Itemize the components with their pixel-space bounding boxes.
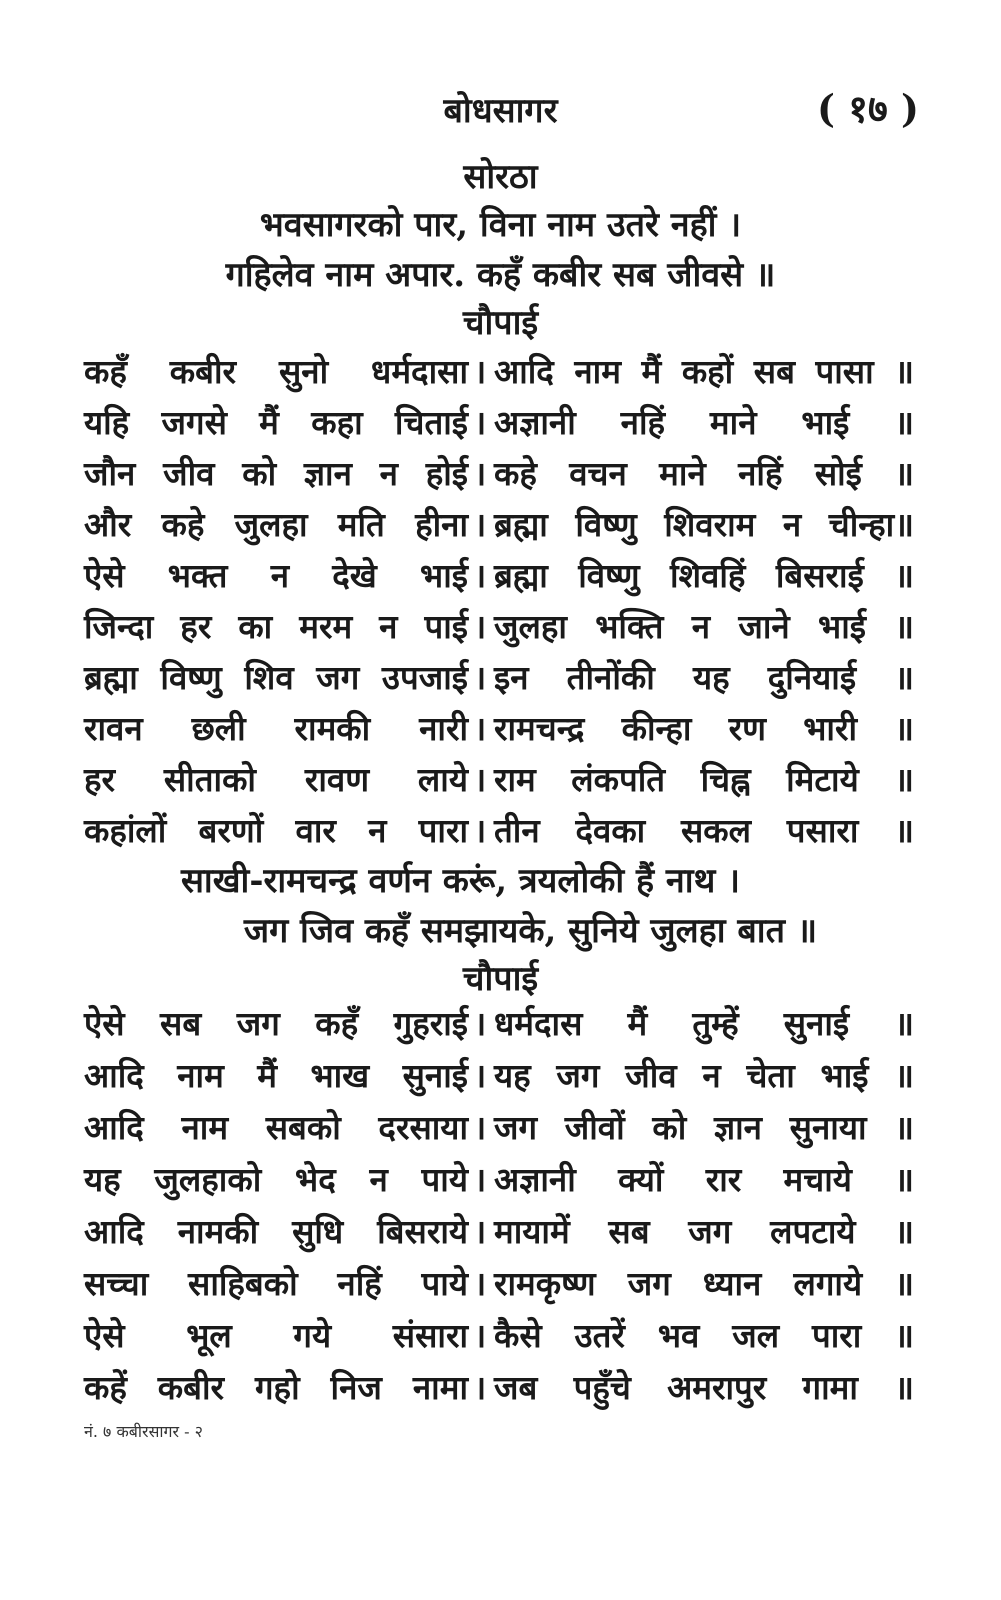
verse-right-half: ब्रह्मा विष्णु शिवहिं बिसराई ॥: [494, 556, 914, 595]
section-heading-chaupai: चौपाई: [462, 959, 539, 999]
section-heading-chaupai: चौपाई: [462, 303, 539, 343]
verse-line: [84, 603, 914, 653]
danda-mark: ।: [473, 658, 487, 697]
danda-mark: ।: [473, 1316, 487, 1355]
verse-line: [84, 807, 914, 857]
verse-line: [84, 399, 914, 449]
verse-line: [84, 1156, 914, 1206]
running-title: बोधसागर: [443, 91, 558, 131]
section-heading-soratha: सोरठा: [463, 157, 538, 197]
verse-right-half: यह जग जीव न चेता भाई ॥: [494, 1056, 914, 1095]
verse-line: [84, 1260, 914, 1310]
danda-mark: ।: [473, 811, 487, 850]
verse-right-half: धर्मदास मैं तुम्हें सुनाई ॥: [494, 1004, 914, 1043]
sakhi-line-2: जग जिव कहँ समझायके, सुनिये जुलहा बात ॥: [243, 911, 818, 951]
verse-line: [84, 756, 914, 806]
verse-left-half: कहें कबीर गहो निज नामा: [84, 1368, 468, 1407]
danda-mark: ।: [473, 403, 487, 442]
danda-mark: ।: [473, 352, 487, 391]
verse-right-half: इन तीनोंकी यह दुनियाई ॥: [494, 658, 914, 697]
verse-left-half: यहि जगसे मैं कहा चिताई: [84, 403, 468, 442]
verse-right-half: रामचन्द्र कीन्हा रण भारी ॥: [494, 709, 914, 748]
verse-left-half: ऐसे भक्त न देखे भाई: [84, 556, 468, 595]
page-header: [0, 78, 1001, 138]
verse-line: [84, 1104, 914, 1154]
verse-right-half: जग जीवों को ज्ञान सुनाया ॥: [494, 1108, 914, 1147]
danda-mark: ।: [473, 1056, 487, 1095]
soratha-line-1: भवसागरको पार, विना नाम उतरे नहीं ।: [259, 205, 742, 245]
danda-mark: ।: [473, 1264, 487, 1303]
verse-right-half: जुलहा भक्ति न जाने भाई ॥: [494, 607, 914, 646]
verse-line: [84, 1364, 914, 1414]
verse-line: [84, 1208, 914, 1258]
danda-mark: ।: [473, 760, 487, 799]
danda-mark: ।: [473, 709, 487, 748]
verse-right-half: कहे वचन माने नहिं सोई ॥: [494, 454, 914, 493]
verse-left-half: आदि नाम मैं भाख सुनाई: [84, 1056, 468, 1095]
verse-left-half: ऐसे सब जग कहँ गुहराई: [84, 1004, 468, 1043]
danda-mark: ।: [473, 1108, 487, 1147]
verse-line: [84, 348, 914, 398]
verse-left-half: ब्रह्मा विष्णु शिव जग उपजाई: [84, 658, 468, 697]
danda-mark: ।: [473, 505, 487, 544]
soratha-line-2: गहिलेव नाम अपार. कहँ कबीर सब जीवसे ॥: [225, 255, 776, 295]
verse-left-half: यह जुलहाको भेद न पाये: [84, 1160, 468, 1199]
verse-left-half: आदि नामकी सुधि बिसराये: [84, 1212, 469, 1251]
verse-right-half: रामकृष्ण जग ध्यान लगाये ॥: [494, 1264, 914, 1303]
verse-line: [84, 552, 914, 602]
verse-right-half: तीन देवका सकल पसारा ॥: [494, 811, 914, 850]
verse-left-half: जिन्दा हर का मरम न पाई: [84, 607, 468, 646]
verse-line: [84, 1052, 914, 1102]
danda-mark: ।: [473, 1212, 487, 1251]
verse-left-half: ऐसे भूल गये संसारा: [84, 1316, 468, 1355]
sakhi-line-1: साखी-रामचन्द्र वर्णन करूं, त्रयलोकी हैं नाथ ।: [180, 861, 741, 901]
verse-left-half: रावन छली रामकी नारी: [84, 709, 468, 748]
verse-left-half: कहांलों बरणों वार न पारा: [84, 811, 468, 850]
verse-line: [84, 654, 914, 704]
verse-left-half: हर सीताको रावण लाये: [84, 760, 468, 799]
verse-line: [84, 705, 914, 755]
verse-right-half: राम लंकपति चिह्न मिटाये ॥: [494, 760, 914, 799]
verse-right-half: जब पहुँचे अमरापुर गामा ॥: [494, 1368, 914, 1407]
verse-line: [84, 501, 914, 551]
verse-left-half: आदि नाम सबको दरसाया: [84, 1108, 468, 1147]
verse-line: [84, 1000, 914, 1050]
verse-line: [84, 450, 914, 500]
danda-mark: ।: [473, 1160, 487, 1199]
danda-mark: ।: [473, 1368, 487, 1407]
danda-mark: ।: [473, 607, 487, 646]
danda-mark: ।: [473, 1004, 487, 1043]
verse-right-half: मायामें सब जग लपटाये ॥: [494, 1212, 914, 1251]
danda-mark: ।: [473, 454, 487, 493]
page-number: ( १७ ): [817, 86, 919, 131]
page-footer: नं. ७ कबीरसागर - २: [84, 1422, 203, 1441]
verse-left-half: और कहे जुलहा मति हीना: [84, 505, 468, 544]
verse-right-half: अज्ञानी क्यों रार मचाये ॥: [494, 1160, 914, 1199]
verse-left-half: कहँ कबीर सुनो धर्मदासा: [84, 352, 468, 391]
verse-left-half: जौन जीव को ज्ञान न होई: [84, 454, 468, 493]
verse-right-half: कैसे उतरें भव जल पारा ॥: [494, 1316, 914, 1355]
danda-mark: ।: [473, 556, 487, 595]
verse-line: [84, 1312, 914, 1362]
verse-right-half: अज्ञानी नहिं माने भाई ॥: [494, 403, 914, 442]
verse-right-half: ब्रह्मा विष्णु शिवराम न चीन्हा॥: [494, 505, 914, 544]
verse-left-half: सच्चा साहिबको नहिं पाये: [84, 1264, 468, 1303]
verse-right-half: आदि नाम मैं कहों सब पासा ॥: [494, 352, 914, 391]
